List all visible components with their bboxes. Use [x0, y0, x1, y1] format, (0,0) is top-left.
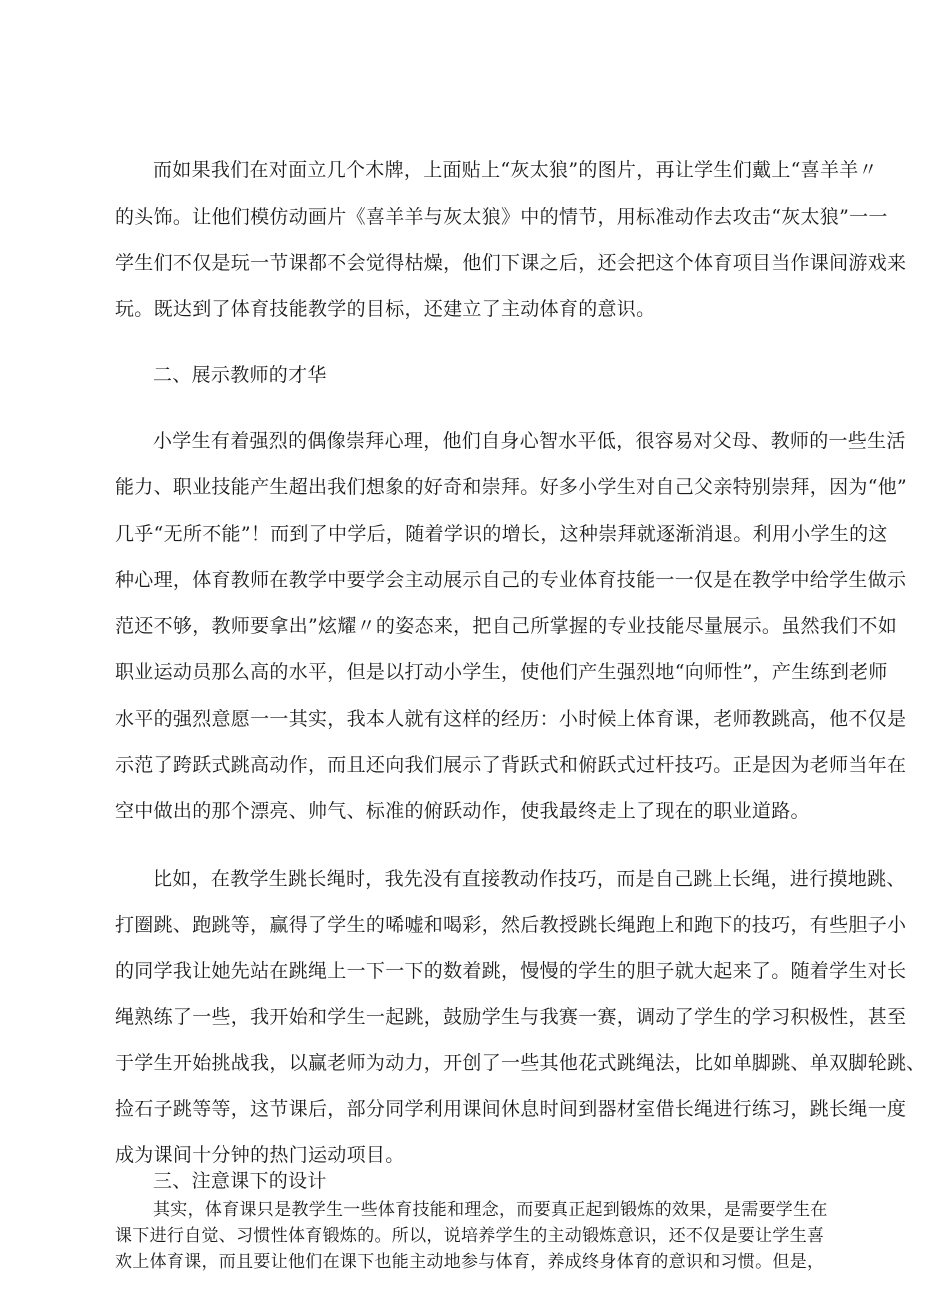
paragraph-line: 捡石子跳等等，这节课后，部分同学利用课间休息时间到器材室借长绳进行练习，跳长绳一度 [115, 1098, 907, 1120]
paragraph-line: 小学生有着强烈的偶像崇拜心理，他们自身心智水平低，很容易对父母、教师的一些生活 [153, 430, 906, 452]
paragraph-line: 能力、职业技能产生超出我们想象的好奇和崇拜。好多小学生对自己父亲特别崇拜，因为“他” [115, 476, 908, 498]
paragraph-line: 种心理，体育教师在教学中要学会主动展示自己的专业体育技能一一仅是在教学中给学生做示 [115, 569, 907, 591]
paragraph-line: 几乎“无所不能”！而到了中学后，随着学识的增长，这种崇拜就逐渐消退。利用小学生的这 [115, 523, 888, 545]
paragraph-line: 水平的强烈意愿一一其实，我本人就有这样的经历：小时候上体育课，老师教跳高，他不仅是 [115, 708, 907, 730]
paragraph-line: 空中做出的那个漂亮、帅气、标准的俯跃动作，使我最终走上了现在的职业道路。 [115, 800, 810, 822]
paragraph-line: 欢上体育课，而且要让他们在课下也能主动地参与体育，养成终身体育的意识和习惯。但是， [115, 1252, 825, 1272]
paragraph-line: 而如果我们在对面立几个木牌，上面贴上“灰太狼”的图片，再让学生们戴上“喜羊羊〃 [153, 159, 878, 181]
paragraph-line: 范还不够，教师要拿出”炫耀〃的姿态来，把自己所掌握的专业技能尽量展示。虽然我们不如 [115, 615, 898, 637]
paragraph-line: 打圈跳、跑跳等，赢得了学生的唏嘘和喝彩，然后教授跳长绳跑上和跑下的技巧，有些胆子小 [115, 914, 907, 936]
paragraph-line: 示范了跨跃式跳高动作，而且还向我们展示了背跃式和俯跃式过杆技巧。正是因为老师当年在 [115, 754, 907, 776]
paragraph-line: 的头饰。让他们模仿动画片《喜羊羊与灰太狼》中的情节，用标准动作去攻击“灰太狼”一一 [115, 206, 888, 228]
paragraph-line: 的同学我让她先站在跳绳上一下一下的数着跳，慢慢的学生的胆子就大起来了。随着学生对长 [115, 960, 907, 982]
paragraph-line: 于学生开始挑战我，以赢老师为动力，开创了一些其他花式跳绳法，比如单脚跳、单双脚轮跳、 [115, 1052, 926, 1074]
section-heading: 三、注意课下的设计 [153, 1170, 327, 1192]
paragraph-line: 成为课间十分钟的热门运动项目。 [115, 1144, 405, 1166]
paragraph-line: 玩。既达到了体育技能教学的目标，还建立了主动体育的意识。 [115, 298, 656, 320]
paragraph-line: 其实，体育课只是教学生一些体育技能和理念，而要真正起到锻炼的效果，是需要学生在 [153, 1200, 828, 1220]
paragraph-line: 绳熟练了一些，我开始和学生一起跳，鼓励学生与我赛一赛，调动了学生的学习积极性，甚至 [115, 1006, 907, 1028]
paragraph-line: 学生们不仅是玩一节课都不会觉得枯燥，他们下课之后，还会把这个体育项目当作课间游戏来 [115, 252, 907, 274]
section-heading: 二、展示教师的才华 [153, 364, 327, 386]
paragraph-line: 比如，在教学生跳长绳时，我先没有直接教动作技巧，而是自己跳上长绳，进行摸地跳、 [153, 868, 906, 890]
paragraph-line: 职业运动员那么高的水平，但是以打动小学生，使他们产生强烈地“向师性”，产生练到老师 [115, 661, 888, 683]
paragraph-line: 课下进行自觉、习惯性体育锻炼的。所以，说培养学生的主动锻炼意识，还不仅是要让学生喜 [115, 1226, 825, 1246]
